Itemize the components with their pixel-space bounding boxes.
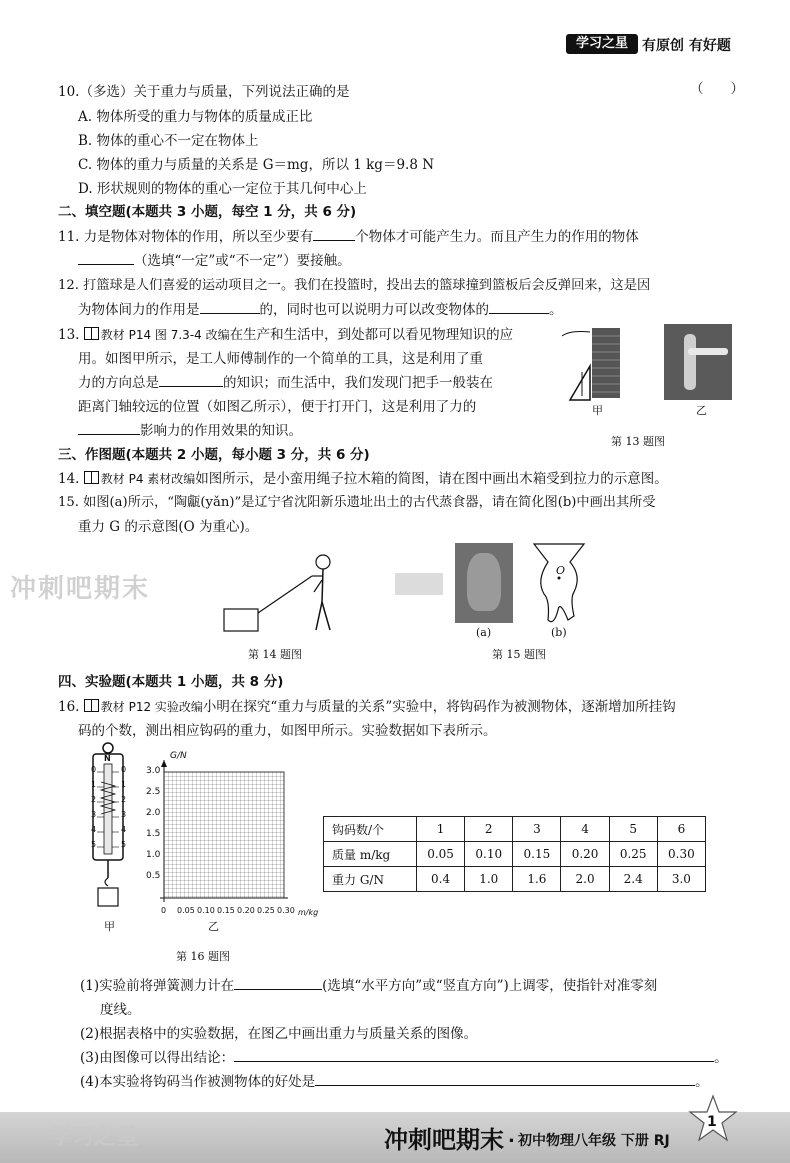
header-slogan: 有原创 有好题 xyxy=(642,38,731,54)
figure-13-caption: 第 13 题图 xyxy=(611,435,665,448)
q16-text-1: 小明在探究“重力与质量的关系”实验中，将钩码作为被测物体，逐渐增加所挂钩 xyxy=(202,699,676,715)
textbook-icon xyxy=(84,471,99,484)
scale-tick-label-right: 1 xyxy=(121,780,127,789)
figure-16-label-right: 乙 xyxy=(208,920,219,933)
table-row-header: 质量 m/kg xyxy=(324,842,417,867)
graph-y-tick-label: 3.0 xyxy=(146,766,161,776)
q16-sub3-text: (3)由图像可以得出结论： xyxy=(80,1050,235,1066)
q11-blank-1[interactable] xyxy=(313,226,355,241)
figure-15-caption: 第 15 题图 xyxy=(492,648,546,661)
q16-sub1-text-a: (1)实验前将弹簧测力计在 xyxy=(80,978,235,994)
figure-15b-vessel xyxy=(530,540,588,628)
q10-answer-paren: （ ） xyxy=(690,81,744,97)
graph-x-tick-label: 0.05 xyxy=(177,906,195,915)
textbook-icon xyxy=(84,699,99,712)
q16-sub1-blank[interactable] xyxy=(234,975,322,990)
footer-brand: 冲刺吧期末 xyxy=(384,1126,504,1154)
graph-y-tick-label: 2.0 xyxy=(146,808,161,818)
q16-sub4 xyxy=(80,1070,709,1090)
table-row xyxy=(324,842,706,867)
spring-scale-unit: N xyxy=(104,754,111,763)
q13-line2: 用。如图甲所示，是工人师傅制作的一个简单的工具，这是利用了重 xyxy=(78,351,483,367)
graph-x-tick-label: 0.30 xyxy=(277,906,295,915)
table-cell: 3.0 xyxy=(657,867,705,892)
table-cell: 6 xyxy=(657,817,705,842)
table-cell: 1.6 xyxy=(513,867,561,892)
q13-line4: 距离门轴较远的位置（如图乙所示），便于打开门，这是利用了力的 xyxy=(78,399,477,415)
figure-15b-center-label: O xyxy=(556,564,566,577)
graph-x-tick-label: 0.20 xyxy=(237,906,255,915)
section-4-title: 四、实验题(本题共 1 小题，共 8 分) xyxy=(58,674,284,690)
table-cell: 4 xyxy=(561,817,609,842)
table-row-header: 钩码数/个 xyxy=(324,817,417,842)
q16-sub1-text-b: (选填“水平方向”或“竖直方向”)上调零，使指针对准零刻 xyxy=(322,978,658,994)
q10-option-d: D. 形状规则的物体的重心一定位于其几何中心上 xyxy=(78,181,367,197)
q16-sub1-line2: 度线。 xyxy=(100,1002,141,1018)
scale-tick-label-right: 3 xyxy=(121,810,127,819)
q11-blank-2[interactable] xyxy=(78,250,134,265)
figure-15a-photo xyxy=(455,543,513,623)
q13-line5 xyxy=(78,419,302,439)
figure-13-door-handle xyxy=(664,324,732,400)
scale-tick-label-right: 5 xyxy=(121,840,127,849)
graph-x-tick-label: 0.15 xyxy=(217,906,235,915)
header-logo: 学习之星 xyxy=(566,34,638,54)
watermark-left: 冲刺吧期末 xyxy=(10,574,151,604)
table-cell: 0.15 xyxy=(513,842,561,867)
q10-option-c: C. 物体的重力与质量的关系是 G＝mg，所以 1 kg＝9.8 N xyxy=(78,157,435,173)
q14-text: 如图所示，是小蛮用绳子拉木箱的简图，请在图中画出木箱受到拉力的示意图。 xyxy=(195,471,668,487)
graph-x-tick-label: 0.25 xyxy=(257,906,275,915)
q11-text-c: （选填“一定”或“不一定”）要接触。 xyxy=(134,253,351,269)
scale-tick-label-left: 3 xyxy=(91,810,97,819)
q15-line2: 重力 G 的示意图(O 为重心)。 xyxy=(78,519,259,535)
footer-watermark: 学习之星 xyxy=(50,1125,139,1150)
graph-y-tick-label: 0.5 xyxy=(146,871,161,881)
table-cell: 2 xyxy=(465,817,513,842)
q12-blank-2[interactable] xyxy=(489,299,549,314)
q13-tag: 教材 P14 图 7.3-4 改编 xyxy=(100,328,230,342)
q11-text-a: 11. 力是物体对物体的作用，所以至少要有 xyxy=(58,229,314,245)
q13-text-1: 在生产和生活中，到处都可以看见物理知识的应 xyxy=(229,327,514,343)
q16-sub3 xyxy=(80,1046,728,1066)
graph-x-tick-label: 0 xyxy=(161,906,167,915)
q13-text-5: 影响力的作用效果的知识。 xyxy=(140,423,302,439)
q14-tag: 教材 P4 素材改编 xyxy=(100,472,196,486)
scale-tick-label-left: 2 xyxy=(91,795,97,804)
q16-sub4-blank[interactable] xyxy=(315,1071,695,1086)
graph-y-tick-label: 2.5 xyxy=(146,787,161,797)
table-row-header: 重力 G/N xyxy=(324,867,417,892)
scale-tick-label-right: 0 xyxy=(121,765,127,774)
q16-tag: 教材 P12 实验改编 xyxy=(100,700,203,714)
table-cell: 1 xyxy=(417,817,465,842)
q12-blank-1[interactable] xyxy=(200,299,260,314)
q12-text-a: 为物体间力的作用是 xyxy=(78,302,200,318)
footer-subtitle: 初中物理八年级 下册 RJ xyxy=(518,1133,670,1149)
q16-sub4-text: (4)本实验将钩码当作被测物体的好处是 xyxy=(80,1074,316,1090)
graph-y-tick-label: 1.5 xyxy=(146,829,161,839)
q16-sub2: (2)根据表格中的实验数据，在图乙中画出重力与质量关系的图像。 xyxy=(80,1026,478,1042)
handle-lever xyxy=(688,348,728,355)
q10-stem: 10.（多选）关于重力与质量，下列说法正确的是 xyxy=(58,84,350,100)
handle-plate xyxy=(684,334,696,390)
graph-y-axis-label: G/N xyxy=(170,751,187,761)
q13-blank-1[interactable] xyxy=(159,372,223,387)
table-row xyxy=(324,817,706,842)
data-table xyxy=(323,816,706,892)
table-cell: 0.25 xyxy=(609,842,657,867)
scale-tick-label-left: 0 xyxy=(91,765,97,774)
table-cell: 3 xyxy=(513,817,561,842)
footer-bar xyxy=(0,1112,790,1163)
q11-line2 xyxy=(78,249,351,269)
table-cell: 2.0 xyxy=(561,867,609,892)
footer-dot: . xyxy=(508,1126,515,1147)
q13-text-3b: 的知识；而生活中，我们发现门把手一般装在 xyxy=(223,375,493,391)
q12-line1: 12. 打篮球是人们喜爱的运动项目之一。我们在投篮时，投出去的篮球撞到篮板后会反弹回来，这是因 xyxy=(58,278,651,293)
q13-text-3a: 力的方向总是 xyxy=(78,375,159,391)
section-2-title: 二、填空题(本题共 3 小题，每空 1 分，共 6 分) xyxy=(58,204,357,220)
graph-grid xyxy=(160,760,290,910)
q16-sub3-blank[interactable] xyxy=(234,1047,714,1062)
q14-line xyxy=(58,467,668,487)
watermark-mid xyxy=(395,573,443,595)
scale-tick-label-left: 1 xyxy=(91,780,97,789)
q16-number: 16. xyxy=(58,699,80,715)
q16-line2: 码的个数，测出相应钩码的重力，如图甲所示。实验数据如下表所示。 xyxy=(78,723,497,739)
figure-16-label-left: 甲 xyxy=(104,920,115,933)
graph-y-tick-label: 1.0 xyxy=(146,850,161,860)
q13-blank-2[interactable] xyxy=(78,420,140,435)
table-cell: 2.4 xyxy=(609,867,657,892)
scale-tick-label-right: 2 xyxy=(121,795,127,804)
q16-sub1-line1 xyxy=(80,974,657,994)
q16-sub4-end: 。 xyxy=(695,1074,709,1090)
figure-13-label-left: 甲 xyxy=(592,404,603,417)
scale-tick-label-right: 4 xyxy=(121,825,127,834)
figure-16-caption: 第 16 题图 xyxy=(176,950,230,963)
figure-15a-label: (a) xyxy=(476,626,492,639)
figure-13-wall-level xyxy=(560,322,640,404)
table-cell: 5 xyxy=(609,817,657,842)
table-cell: 1.0 xyxy=(465,867,513,892)
table-cell: 0.30 xyxy=(657,842,705,867)
textbook-icon xyxy=(84,327,99,340)
scale-tick-label-left: 4 xyxy=(91,825,97,834)
q12-text-c: 。 xyxy=(549,302,563,318)
table-cell: 0.20 xyxy=(561,842,609,867)
q15-line1: 15. 如图(a)所示，“陶甗(yǎn)”是辽宁省沈阳新乐遗址出土的古代蒸食器，请在简化图(b)中画出其所受 xyxy=(58,495,656,510)
table-cell: 0.10 xyxy=(465,842,513,867)
vessel-shape xyxy=(467,553,501,611)
q13-line1 xyxy=(58,323,513,343)
q13-line3 xyxy=(78,371,493,391)
graph-x-axis-label: m/kg xyxy=(298,908,319,917)
q10-option-a: A. 物体所受的重力与物体的质量成正比 xyxy=(78,109,313,125)
table-cell: 0.05 xyxy=(417,842,465,867)
section-3-title: 三、作图题(本题共 2 小题，每小题 3 分，共 6 分) xyxy=(58,447,370,463)
table-row xyxy=(324,867,706,892)
scale-tick-label-left: 5 xyxy=(91,840,97,849)
q10-option-b: B. 物体的重心不一定在物体上 xyxy=(78,133,259,149)
q11-text-b: 个物体才可能产生力。而且产生力的作用的物体 xyxy=(355,229,639,245)
q16-sub3-end: 。 xyxy=(714,1050,728,1066)
table-cell: 0.4 xyxy=(417,867,465,892)
q12-text-b: 的，同时也可以说明力可以改变物体的 xyxy=(259,302,489,318)
graph-x-tick-label: 0.10 xyxy=(197,906,215,915)
q13-number: 13. xyxy=(58,327,80,343)
q16-line1 xyxy=(58,695,676,715)
figure-14-caption: 第 14 题图 xyxy=(248,648,302,661)
q14-number: 14. xyxy=(58,471,80,487)
q12-line2 xyxy=(78,298,563,318)
figure-14-stick-figure xyxy=(218,552,348,634)
q11-line1 xyxy=(58,225,639,245)
page-number: 1 xyxy=(707,1114,717,1130)
figure-15b-label: (b) xyxy=(551,626,567,639)
figure-13-label-right: 乙 xyxy=(696,404,707,417)
